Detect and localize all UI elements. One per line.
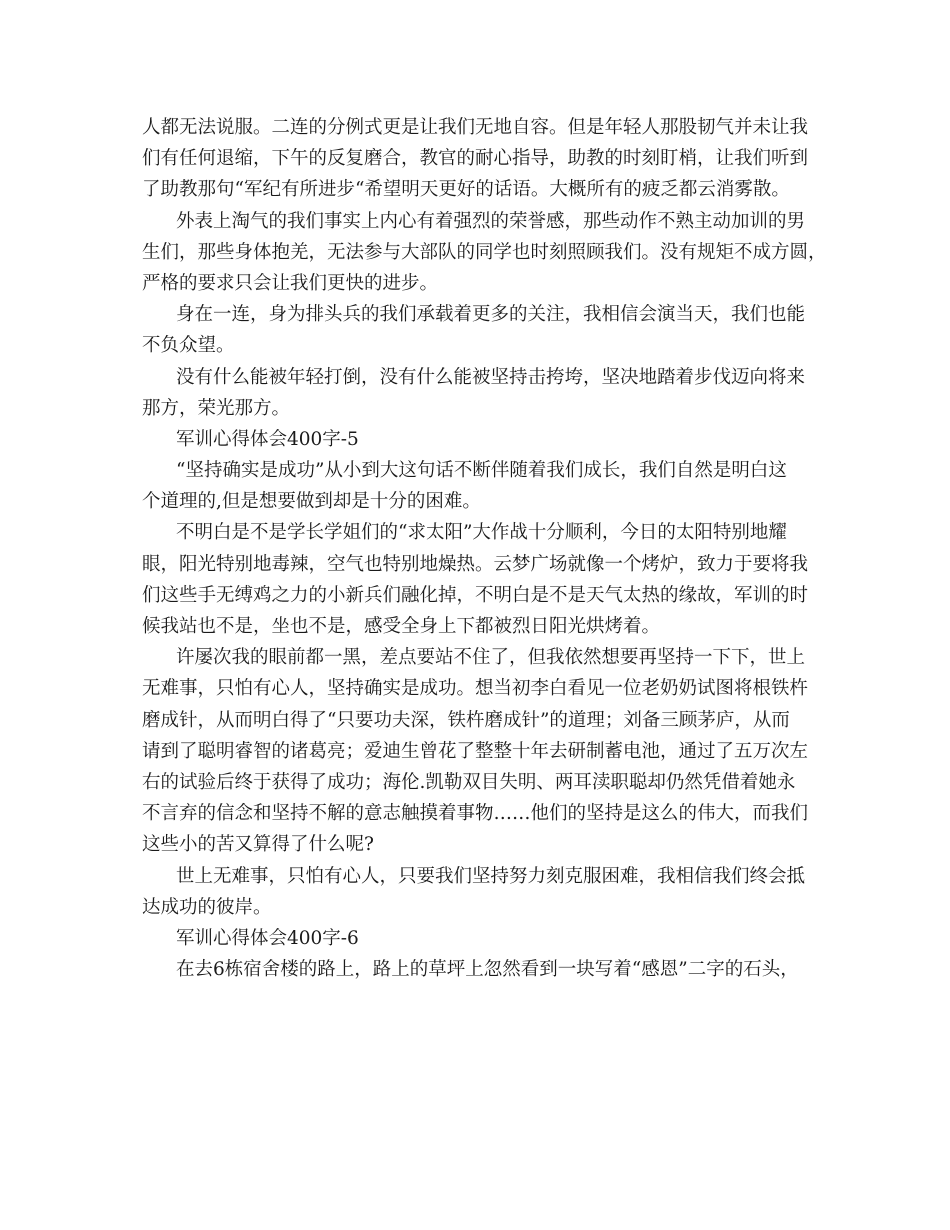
paragraph-line: 了助教那句“军纪有所进步“希望明天更好的话语。大概所有的疲乏都云消雾散。 — [142, 179, 790, 201]
paragraph-line: 这些小的苦又算得了什么呢? — [142, 834, 374, 856]
paragraph-first-line: 外表上淘气的我们事实上内心有着强烈的荣誉感，那些动作不熟主动加训的男 — [176, 210, 806, 232]
paragraph-line: 不言弃的信念和坚持不解的意志触摸着事物……他们的坚持是这么的伟大，而我们 — [142, 803, 809, 825]
paragraph-line: 达成功的彼岸。 — [142, 896, 272, 918]
paragraph-line: 们这些手无缚鸡之力的小新兵们融化掉，不明白是不是天气太热的缘故，军训的时 — [142, 584, 809, 606]
section-heading: 军训心得体会400字-5 — [176, 428, 359, 450]
paragraph-line: 右的试验后终于获得了成功；海伦.凯勒双目失明、两耳渎职聪却仍然凭借着她永 — [142, 771, 796, 793]
paragraph-line: 个道理的,但是想要做到却是十分的困难。 — [142, 491, 481, 513]
paragraph-first-line: “坚持确实是成功”从小到大这句话不断伴随着我们成长，我们自然是明白这 — [176, 460, 787, 482]
paragraph-line: 眼，阳光特别地毒辣，空气也特别地燥热。云梦广场就像一个烤炉，致力于要将我 — [142, 553, 809, 575]
paragraph-first-line: 世上无难事，只怕有心人，只要我们坚持努力刻克服困难，我相信我们终会抵 — [176, 865, 806, 887]
paragraph-line: 人都无法说服。二连的分例式更是让我们无地自容。但是年轻人那股韧气并未让我 — [142, 117, 809, 138]
paragraph-line: 那方，荣光那方。 — [142, 397, 291, 419]
paragraph-first-line: 没有什么能被年轻打倒，没有什么能被坚持击挎垮，坚决地踏着步伐迈向将来 — [176, 366, 806, 388]
paragraph-line: 们有任何退缩，下午的反复磨合，教官的耐心指导，助教的时刻盯梢，让我们听到 — [142, 148, 809, 170]
paragraph-first-line: 不明白是不是学长学姐们的“求太阳”大作战十分顺利，今日的太阳特别地耀 — [176, 522, 787, 544]
section-heading: 军训心得体会400字-6 — [176, 927, 359, 949]
paragraph-line: 磨成针，从而明白得了“只要功夫深，铁杵磨成针”的道理；刘备三顾茅庐，从而 — [142, 709, 790, 731]
paragraph-first-line: 身在一连，身为排头兵的我们承载着更多的关注，我相信会演当天，我们也能 — [176, 304, 806, 326]
paragraph-line: 候我站也不是，坐也不是，感受全身上下都被烈日阳光烘烤着。 — [142, 616, 661, 637]
document-body — [142, 112, 827, 985]
paragraph-line: 请到了聪明睿智的诸葛亮；爱迪生曾花了整整十年去研制蓄电池，通过了五万次左 — [142, 740, 809, 762]
paragraph-line: 严格的要求只会让我们更快的进步。 — [142, 272, 439, 294]
paragraph-line: 无难事，只怕有心人，坚持确实是成功。想当初李白看见一位老奶奶试图将根铁杵 — [142, 678, 809, 700]
paragraph-first-line: 在去6栋宿舍楼的路上，路上的草坪上忽然看到一块写着“感恩”二字的石头， — [176, 959, 799, 981]
paragraph-first-line: 许屡次我的眼前都一黑，差点要站不住了，但我依然想要再坚持一下下，世上 — [176, 647, 806, 669]
paragraph-line: 生们，那些身体抱羌，无法参与大部队的同学也时刻照顾我们。没有规矩不成方圆， — [142, 241, 827, 263]
paragraph-line: 不负众望。 — [142, 335, 235, 357]
